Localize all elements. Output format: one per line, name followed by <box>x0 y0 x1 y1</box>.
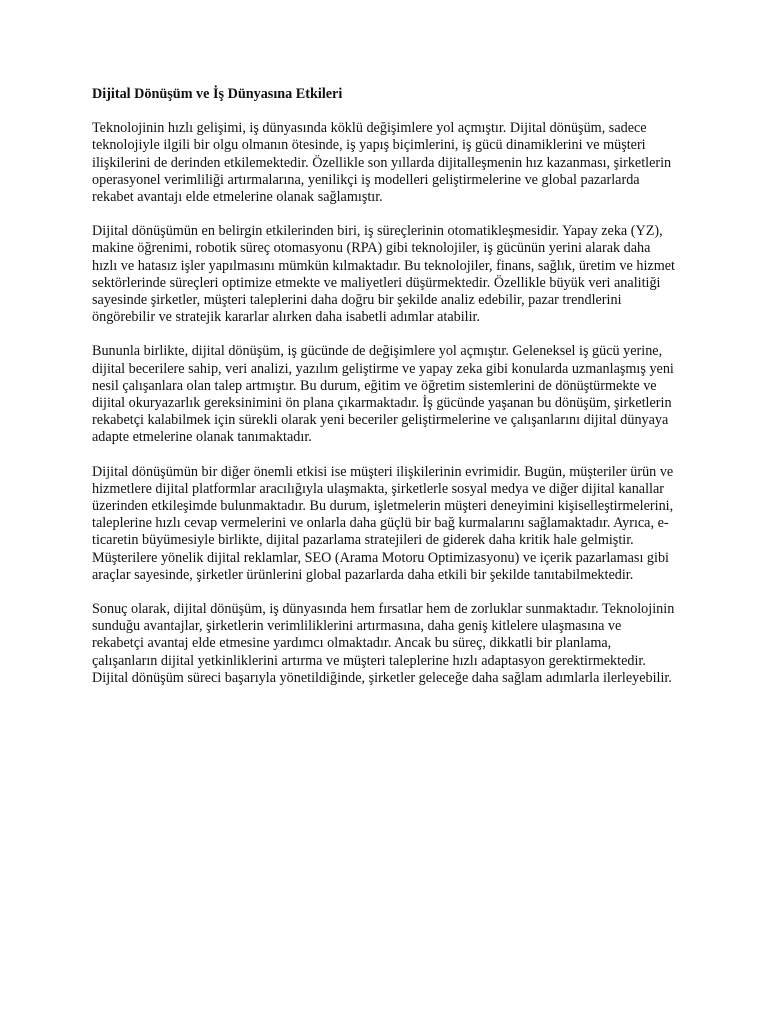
paragraph: Dijital dönüşümün en belirgin etkilerinden biri, iş süreçlerinin otomatikleşmesidir. Yapay zeka (YZ), makine öğrenimi, robotik süreç otomasyonu (RPA) gibi teknolojiler, iş gücünün yerini alarak daha hızlı ve hatasız işler yapılmasını mümkün kılmaktadır. Bu teknolojiler, finans, sağlık, üretim ve hizmet sektörlerinde süreçleri optimize etmekte ve maliyetleri düşürmektedir. Özellikle büyük veri analitiği sayesinde şirketler, müşteri taleplerini daha doğru bir şekilde analiz edebilir, pazar trendlerini öngörebilir ve stratejik kararlar alırken daha isabetli adımlar atabilir. <box>92 223 675 326</box>
document-page <box>92 86 676 704</box>
paragraph: Dijital dönüşümün bir diğer önemli etkisi ise müşteri ilişkilerinin evrimidir. Bugün, müşteriler ürün ve hizmetlere dijital platformlar aracılığıyla ulaşmakta, şirketlerle sosyal medya ve diğer dijital kanallar üzerinden etkileşimde bulunmaktadır. Bu durum, işletmelerin müşteri deneyimini kişiselleştirmelerini, taleplerine hızlı cevap vermelerini ve onlarla daha güçlü bir bağ kurmalarını sağlamaktadır. Ayrıca, e-ticaretin büyümesiyle birlikte, dijital pazarlama stratejileri de giderek daha kritik hale gelmiştir. Müşterilere yönelik dijital reklamlar, SEO (Arama Motoru Optimizasyonu) ve içerik pazarlaması gibi araçlar sayesinde, şirketler ürünlerini global pazarlarda daha etkili bir şekilde tanıtabilmektedir. <box>92 463 674 583</box>
paragraph: Teknolojinin hızlı gelişimi, iş dünyasında köklü değişimlere yol açmıştır. Dijital dönüşüm, sadece teknolojiyle ilgili bir olgu olmanın ötesinde, iş yapış biçimlerini, iş gücü dinamiklerini ve müşteri ilişkilerini de derinden etkilemektedir. Özellikle son yıllarda dijitalleşmenin hız kazanması, şirketlerin operasyonel verimliliği artırmalarına, yenilikçi iş modelleri geliştirmelerine ve global pazarlarda rekabet avantajı elde etmelerine olanak sağlamıştır. <box>92 120 672 206</box>
paragraph: Bununla birlikte, dijital dönüşüm, iş gücünde de değişimlere yol açmıştır. Geleneksel iş gücü yerine, dijital becerilere sahip, veri analizi, yazılım geliştirme ve yapay zeka gibi konularda uzmanlaşmış yeni nesil çalışanlara olan talep artmıştır. Bu durum, eğitim ve öğretim sistemlerini de dönüştürmekte ve dijital okuryazarlık gereksinimini ön plana çıkarmaktadır. İş gücünde yaşanan bu dönüşüm, şirketlerin rekabetçi kalabilmek için sürekli olarak yeni beceriler geliştirmelerine ve çalışanlarını dijital dünyaya adapte etmelerine olanak tanımaktadır. <box>92 343 674 446</box>
paragraph: Sonuç olarak, dijital dönüşüm, iş dünyasında hem fırsatlar hem de zorluklar sunmaktadır. Teknolojinin sunduğu avantajlar, şirketlerin verimliliklerini artırmasına, daha geniş kitlelere ulaşmasına ve rekabetçi avantaj elde etmesine yardımcı olmaktadır. Ancak bu süreç, dikkatli bir planlama, çalışanların dijital yetkinliklerini artırma ve müşteri taleplerine hızlı adaptasyon gerektirmektedir. Dijital dönüşüm süreci başarıyla yönetildiğinde, şirketler geleceğe daha sağlam adımlarla ilerleyebilir. <box>92 601 675 686</box>
document-title: Dijital Dönüşüm ve İş Dünyasına Etkileri <box>92 86 343 102</box>
